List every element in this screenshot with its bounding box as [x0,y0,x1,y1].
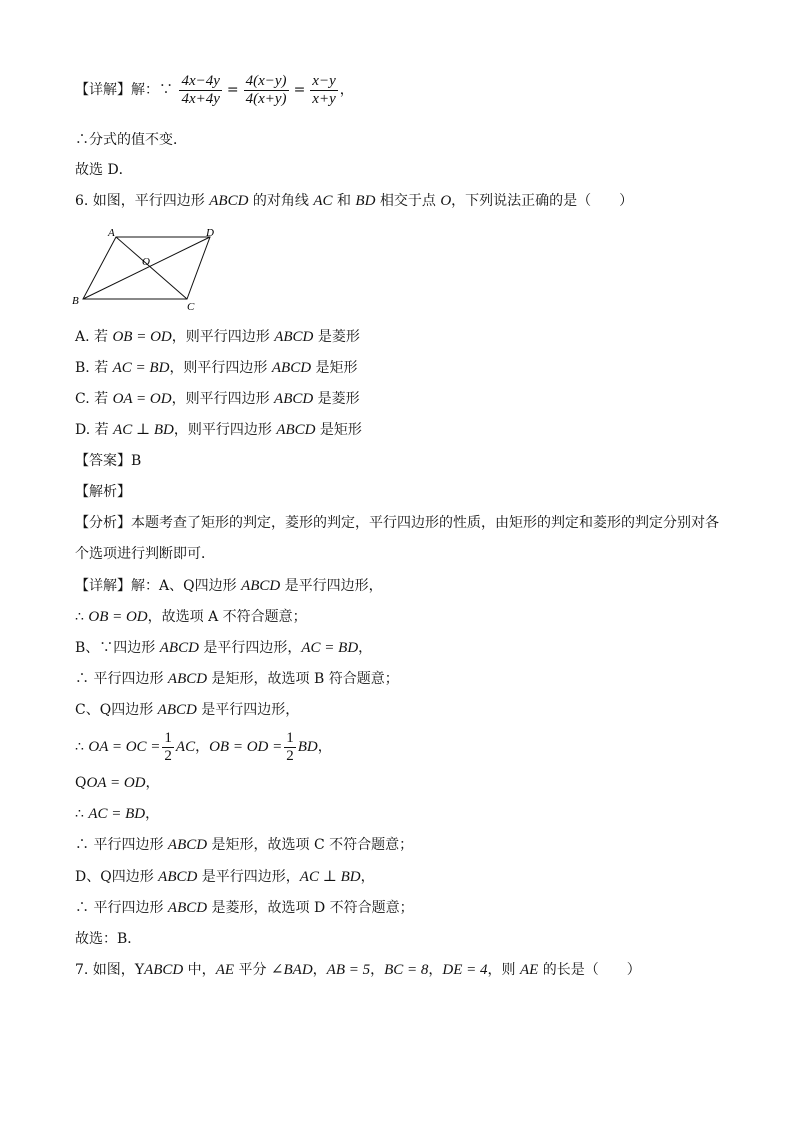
half-fraction: $\frac{1}{2}$ [286,729,294,764]
detail-line-2: ∴ OB = OD，故选项 A 不符合题意； [75,609,307,625]
equals-sign: = [226,82,239,98]
fraction-1 [179,73,221,108]
fraction-3-numerator: x−y [312,72,336,89]
detail-line-3: B、∵四边形 ABCD 是平行四边形，AC = BD， [75,640,373,656]
detail-line-6: ∴ OA = OC = $\frac{1}{2}$ AC，OB = OD = $\frac{1}{2}$ BD， [75,729,332,764]
half-fraction: $\frac{1}{2}$ [164,729,172,764]
question-7: 7. 如图，YABCD 中，AE 平分 ∠BAD，AB = 5，BC = 8，DE = 4，则 AE 的长是（ ） [75,962,641,978]
diagonal-ac [116,237,187,299]
fraction-3 [310,73,337,108]
choose-line: 故选 D． [75,162,133,178]
fraction-2-numerator: 4(x−y) [245,72,287,89]
fraction-2-denominator: 4(x+y) [245,90,287,107]
option-a: A. 若 OB = OD，则平行四边形 ABCD 是菱形 [75,329,360,345]
center-label-o: O [142,256,150,268]
fraction-1-numerator: 4x−4y [181,72,220,89]
vertex-label-c: C [187,301,195,312]
parallelogram-figure [70,226,230,312]
fraction-3-denominator: x+y [312,90,336,107]
detail-tag: 【详解】 [75,578,131,594]
because-symbol: ∵ [159,82,173,98]
vertex-label-a: A [108,227,115,239]
equals-sign: = [293,82,306,98]
option-d: D. 若 AC ⊥ BD，则平行四边形 ABCD 是矩形 [75,422,362,438]
answer-value: B [131,453,142,469]
detail-line-4: ∴ 平行四边形 ABCD 是矩形，故选项 B 符合题意； [75,671,399,687]
analysis-line-2: 个选项进行判断即可． [75,546,215,562]
detail-line-10: D、Q四边形 ABCD 是平行四边形，AC ⊥ BD， [75,869,375,885]
fraction-2 [244,73,289,108]
detail-line-9: ∴ 平行四边形 ABCD 是矩形，故选项 C 不符合题意； [75,837,414,853]
analysis-line-1: 【分析】本题考查了矩形的判定，菱形的判定，平行四边形的性质，由矩形的判定和菱形的判定分别对各 [75,515,719,531]
detail-line-7: QOA = OD， [75,775,160,791]
detail-line-1: 【详解】解：A、Q四边形 ABCD 是平行四边形， [75,578,383,594]
question-6: 6. 如图，平行四边形 ABCD 的对角线 AC 和 BD 相交于点 O，下列说法正确的是（ ） [75,193,634,209]
answer-line [75,452,141,470]
detail-tag: 【详解】 [75,82,131,98]
analysis-heading: 【解析】 [75,484,131,500]
vertex-label-b: B [72,295,79,307]
detail-line-8: ∴ AC = BD， [75,806,160,822]
solution-fraction-line [75,70,354,110]
option-c: C. 若 OA = OD，则平行四边形 ABCD 是菱形 [75,391,360,407]
analysis-tag: 【分析】 [75,515,131,531]
vertex-label-d: D [206,227,214,239]
comma: ， [339,82,354,98]
detail-line-11: ∴ 平行四边形 ABCD 是菱形，故选项 D 不符合题意； [75,900,414,916]
detail-line-12: 故选：B． [75,931,142,947]
conclusion-line: ∴分式的值不变． [75,132,187,148]
option-b: B. 若 AC = BD，则平行四边形 ABCD 是矩形 [75,360,358,376]
fraction-1-denominator: 4x+4y [181,90,220,107]
answer-tag: 【答案】 [75,453,131,469]
parallelogram-symbol: Y [134,962,145,978]
solution-label: 解： [131,82,159,98]
detail-line-5: C、Q四边形 ABCD 是平行四边形， [75,702,300,718]
